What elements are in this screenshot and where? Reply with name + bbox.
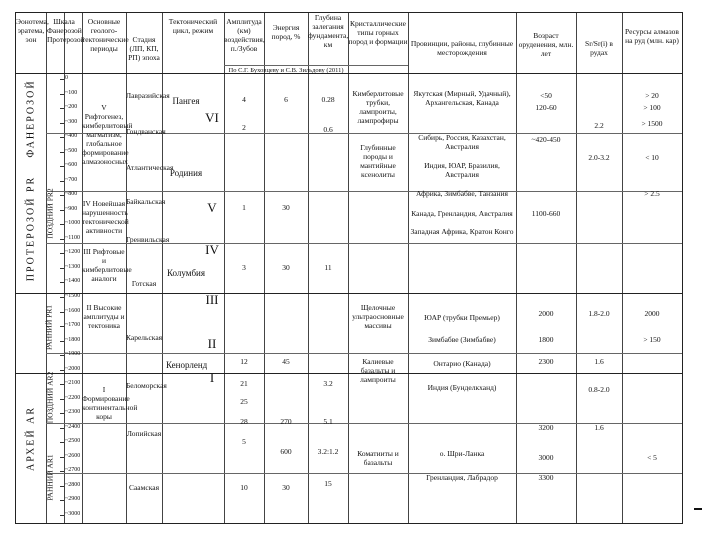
age-tick-mark <box>60 137 64 138</box>
age-tick-mark <box>60 428 64 429</box>
age-tick-mark <box>60 413 64 414</box>
heat-value: 30 <box>282 263 290 272</box>
header-age: Возраст оруденения, млн. лет <box>518 31 574 58</box>
resource-item: > 150 <box>643 335 661 344</box>
resource-item: 2000 <box>644 309 660 318</box>
eon-phanerozoic: ФАНЕРОЗОЙ <box>25 79 37 158</box>
cycle-kenorland: Кенорленд <box>166 360 208 370</box>
age-tick-mark <box>60 210 64 211</box>
roman-numeral: III <box>205 292 219 307</box>
roman-numeral: II <box>207 336 217 351</box>
age-tick-label: ~600 <box>65 162 78 169</box>
age-tick-mark <box>60 370 64 371</box>
amp-value: 21 <box>240 379 248 388</box>
age-item: 3200 <box>538 423 554 432</box>
row-line <box>46 191 682 192</box>
province-item: Западная Африка, Кратон Конго <box>410 227 514 236</box>
header-amplitude: Амплитуда (км) воздействия, п./Зубов <box>224 17 265 53</box>
grid-line <box>622 13 623 523</box>
age-item: 3300 <box>538 473 554 482</box>
age-item: 1100-660 <box>531 209 561 218</box>
heat-value: 270 <box>280 417 292 426</box>
age-tick-label: ~2800 <box>65 481 81 488</box>
age-tick-mark <box>60 94 64 95</box>
source-divider <box>224 65 408 66</box>
ratio-item: 1.6 <box>594 357 604 366</box>
age-tick-label: ~1600 <box>65 307 81 314</box>
heat-value: 45 <box>282 357 290 366</box>
age-tick-mark <box>60 355 64 356</box>
grid-line <box>576 13 577 523</box>
province-item: Индия, ЮАР, Бразилия, Австралия <box>424 161 500 179</box>
age-tick-label: ~100 <box>65 89 78 96</box>
header-tectonic: Тектонический цикл, режим <box>168 17 218 35</box>
amp-value: 25 <box>240 397 248 406</box>
age-tick-label: ~2900 <box>65 496 81 503</box>
stage-item: Саамская <box>128 483 160 492</box>
age-tick-label: ~900 <box>65 205 78 212</box>
age-item: 2000 <box>538 309 554 318</box>
province-item: Зимбабве (Зимбабве) <box>428 335 496 344</box>
age-tick-label: ~2400 <box>65 423 81 430</box>
formation-item: Коматииты и базальты <box>357 449 399 467</box>
province-item: Индия (Бунделкханд) <box>427 383 497 392</box>
amp-value: 3 <box>242 263 246 272</box>
age-tick-mark <box>60 282 64 283</box>
stage-item: Байкальская <box>126 197 166 206</box>
eon-proterozoic: ПРОТЕРОЗОЙ PR <box>25 175 37 282</box>
amp-value: 4 <box>242 95 246 104</box>
row-line <box>46 353 682 354</box>
age-tick-mark <box>60 326 64 327</box>
age-tick-mark <box>60 239 64 240</box>
deep-value: 11 <box>324 263 332 272</box>
stage-item: Гренвильская <box>126 235 170 244</box>
grid-line <box>162 13 163 523</box>
age-tick-mark <box>60 181 64 182</box>
age-tick-label: ~1300 <box>65 263 81 270</box>
age-tick-label: ~1700 <box>65 322 81 329</box>
age-tick-mark <box>60 457 64 458</box>
amp-value: 10 <box>240 483 248 492</box>
event-iv: IV Новейшая нарушенность тектонической активности <box>82 199 129 235</box>
age-item: 120-60 <box>535 103 557 112</box>
eon-archean: АРХЕЙ AR <box>25 405 37 472</box>
cycle-rodinia: Родиния <box>169 168 203 178</box>
amp-value: 5 <box>242 437 246 446</box>
age-tick-mark <box>60 500 64 501</box>
header-resources: Ресурсы алмазов на руд (млн. кар) <box>625 27 679 45</box>
stage-item: Готская <box>131 279 157 288</box>
heat-value: 30 <box>282 203 290 212</box>
age-tick-mark <box>60 486 64 487</box>
province-item: Онтарио (Канада) <box>433 359 491 368</box>
row-line <box>16 293 682 294</box>
age-item: ~420-450 <box>531 135 561 144</box>
age-tick-mark <box>60 152 64 153</box>
age-tick-label: ~700 <box>65 176 78 183</box>
header-ratio: Sr/Sr(i) в рудах <box>585 39 613 57</box>
grid-line <box>516 13 517 523</box>
age-tick-label: ~3000 <box>65 511 81 517</box>
age-tick-label: ~1200 <box>65 249 81 256</box>
roman-numeral: I <box>209 370 215 385</box>
age-item: <50 <box>540 91 552 100</box>
province-item: Африка, Зимбабве, Танзания <box>416 189 508 198</box>
age-tick-label: 0 <box>65 75 68 81</box>
age-tick-mark <box>60 515 64 516</box>
event-ii: II Высокие амплитуды и тектоника <box>83 303 125 330</box>
age-tick-mark <box>60 442 64 443</box>
amp-value: 2 <box>242 123 246 132</box>
province-item: о. Шри-Ланка <box>439 449 485 458</box>
resource-item: > 20 <box>645 91 659 100</box>
eon-early-ar: РАННИЙ AR1 <box>45 454 55 501</box>
age-tick-label: ~2200 <box>65 394 81 401</box>
header-heat: Энергия пород, % <box>271 23 301 41</box>
resource-item: < 5 <box>647 453 657 462</box>
header-stage: Стадия (ЛП, КП, РП) эпоха <box>128 35 160 62</box>
eon-late-ar: ПОЗДНИЙ AR2 <box>45 371 55 424</box>
age-tick-label: ~300 <box>65 118 78 125</box>
heat-value: 6 <box>284 95 288 104</box>
age-tick-mark <box>60 195 64 196</box>
amp-value: 1 <box>242 203 246 212</box>
header-era: Эонотема, эратема, эон <box>16 17 49 44</box>
province-item: Якутская (Мирный, Удачный), Архангельская, Канада <box>413 89 511 107</box>
ratio-item: 2.2 <box>594 121 604 130</box>
age-tick-mark <box>60 224 64 225</box>
resource-item: > 100 <box>643 103 661 112</box>
roman-numeral: V <box>207 200 217 215</box>
age-tick-mark <box>60 166 64 167</box>
age-item: 2300 <box>538 357 554 366</box>
age-item: 3000 <box>538 453 554 462</box>
row-line <box>46 473 682 474</box>
age-tick-mark <box>60 253 64 254</box>
age-tick-label: ~2700 <box>65 467 81 474</box>
cycle-columbia: Колумбия <box>166 268 206 278</box>
header-main-events: Основные геолого-тектонические периоды <box>82 17 129 53</box>
age-tick-mark <box>60 384 64 385</box>
eon-late-pr: ПОЗДНИЙ PR2 <box>45 188 55 239</box>
dash-mark <box>694 508 702 510</box>
age-tick-label: ~2600 <box>65 452 81 459</box>
age-tick-label: ~2500 <box>65 438 81 445</box>
deep-value: 15 <box>324 479 332 488</box>
amp-value: 12 <box>240 357 248 366</box>
age-tick-mark <box>60 79 64 80</box>
stage-item: Лопийская <box>126 429 162 438</box>
age-tick-label: ~1900 <box>65 351 81 358</box>
age-tick-label: ~1100 <box>65 234 81 241</box>
age-tick-mark <box>60 123 64 124</box>
resource-item: < 10 <box>645 153 659 162</box>
ratio-item: 0.8-2.0 <box>588 385 610 394</box>
heat-value: 600 <box>280 447 292 456</box>
age-tick-label: ~800 <box>65 191 78 198</box>
formation-item: Глубинные породы и мантийные ксенолиты <box>360 143 396 179</box>
stage-item: Беломорская <box>126 381 167 390</box>
resource-item: > 1500 <box>641 119 663 128</box>
age-tick-mark <box>60 312 64 313</box>
resource-item: > 2.5 <box>644 189 660 198</box>
heat-value: 30 <box>282 483 290 492</box>
age-tick-label: ~200 <box>65 104 78 111</box>
header-provinces: Провинции, районы, глубинные месторождения <box>410 39 514 57</box>
province-item: Гренландия, Лабрадор <box>426 473 498 482</box>
age-tick-mark <box>60 399 64 400</box>
province-item: ЮАР (трубки Премьер) <box>424 313 500 322</box>
age-tick-mark <box>60 297 64 298</box>
age-tick-label: ~500 <box>65 147 78 154</box>
age-tick-label: ~2300 <box>65 409 81 416</box>
cycle-pangea: Пангея <box>172 96 200 106</box>
age-tick-label: ~1000 <box>65 220 81 227</box>
age-item: 1800 <box>538 335 554 344</box>
age-tick-label: ~2100 <box>65 380 81 387</box>
ratio-item: 1.8-2.0 <box>588 309 610 318</box>
stage-item: Лавразийская <box>126 91 170 100</box>
grid-line <box>46 13 47 523</box>
formation-item: Калиевые базальты и лампроиты <box>360 357 396 384</box>
deep-value: 0.6 <box>323 125 333 134</box>
roman-numeral: IV <box>205 242 219 257</box>
header-crust-types: Кристаллические типы горных пород и формации <box>348 19 408 46</box>
ratio-item: 1.6 <box>594 423 604 432</box>
age-tick-label: ~1500 <box>65 293 81 299</box>
header-source: По С.Г. Буховцеву и С.В. Зильдову (2011) <box>228 67 344 74</box>
age-tick-mark <box>60 341 64 342</box>
eon-early-pr: РАННИЙ PR1 <box>44 304 54 351</box>
stage-item: Гондванская <box>126 127 166 136</box>
roman-numeral: VI <box>205 110 219 125</box>
ratio-item: 2.0-3.2 <box>588 153 610 162</box>
age-tick-mark <box>60 268 64 269</box>
formation-item: Щелочные ультраосновные массивы <box>352 303 404 330</box>
age-tick-mark <box>60 108 64 109</box>
age-tick-label: ~1400 <box>65 278 81 285</box>
age-tick-mark <box>60 471 64 472</box>
amp-value: 28 <box>240 417 248 426</box>
stage-item: Карельская <box>126 333 163 342</box>
table-frame <box>15 12 683 524</box>
age-tick-label: ~1800 <box>65 336 81 343</box>
header-divider <box>16 73 682 74</box>
stage-item: Атлантическая <box>126 163 174 172</box>
event-iii: III Рифтовые и кимберлитовые аналоги <box>82 247 132 283</box>
header-deep: Глубина залегания фундамента, км <box>308 13 349 49</box>
event-v: V Рифтогенез, кимберлитовый магматизм, глобальное формирование алмазоносных <box>82 103 133 166</box>
age-tick-label: ~400 <box>65 133 78 140</box>
deep-value: 3.2 <box>323 379 333 388</box>
event-i: I Формирование континентальной коры <box>82 385 138 421</box>
deep-value: 0.28 <box>321 95 335 104</box>
age-tick-label: ~2000 <box>65 365 81 372</box>
header-scale: Шкала Фанерозой Протерозой <box>47 17 85 44</box>
formation-item: Кимберлитовые трубки, лампроиты, лампрофиры <box>352 89 404 125</box>
deep-value: 5.1 <box>323 417 333 426</box>
province-item: Канада, Гренландия, Австралия <box>411 209 513 218</box>
province-item: Сибирь, Россия, Казахстан, Австралия <box>418 133 506 151</box>
deep-value: 3.2:1.2 <box>317 447 339 456</box>
